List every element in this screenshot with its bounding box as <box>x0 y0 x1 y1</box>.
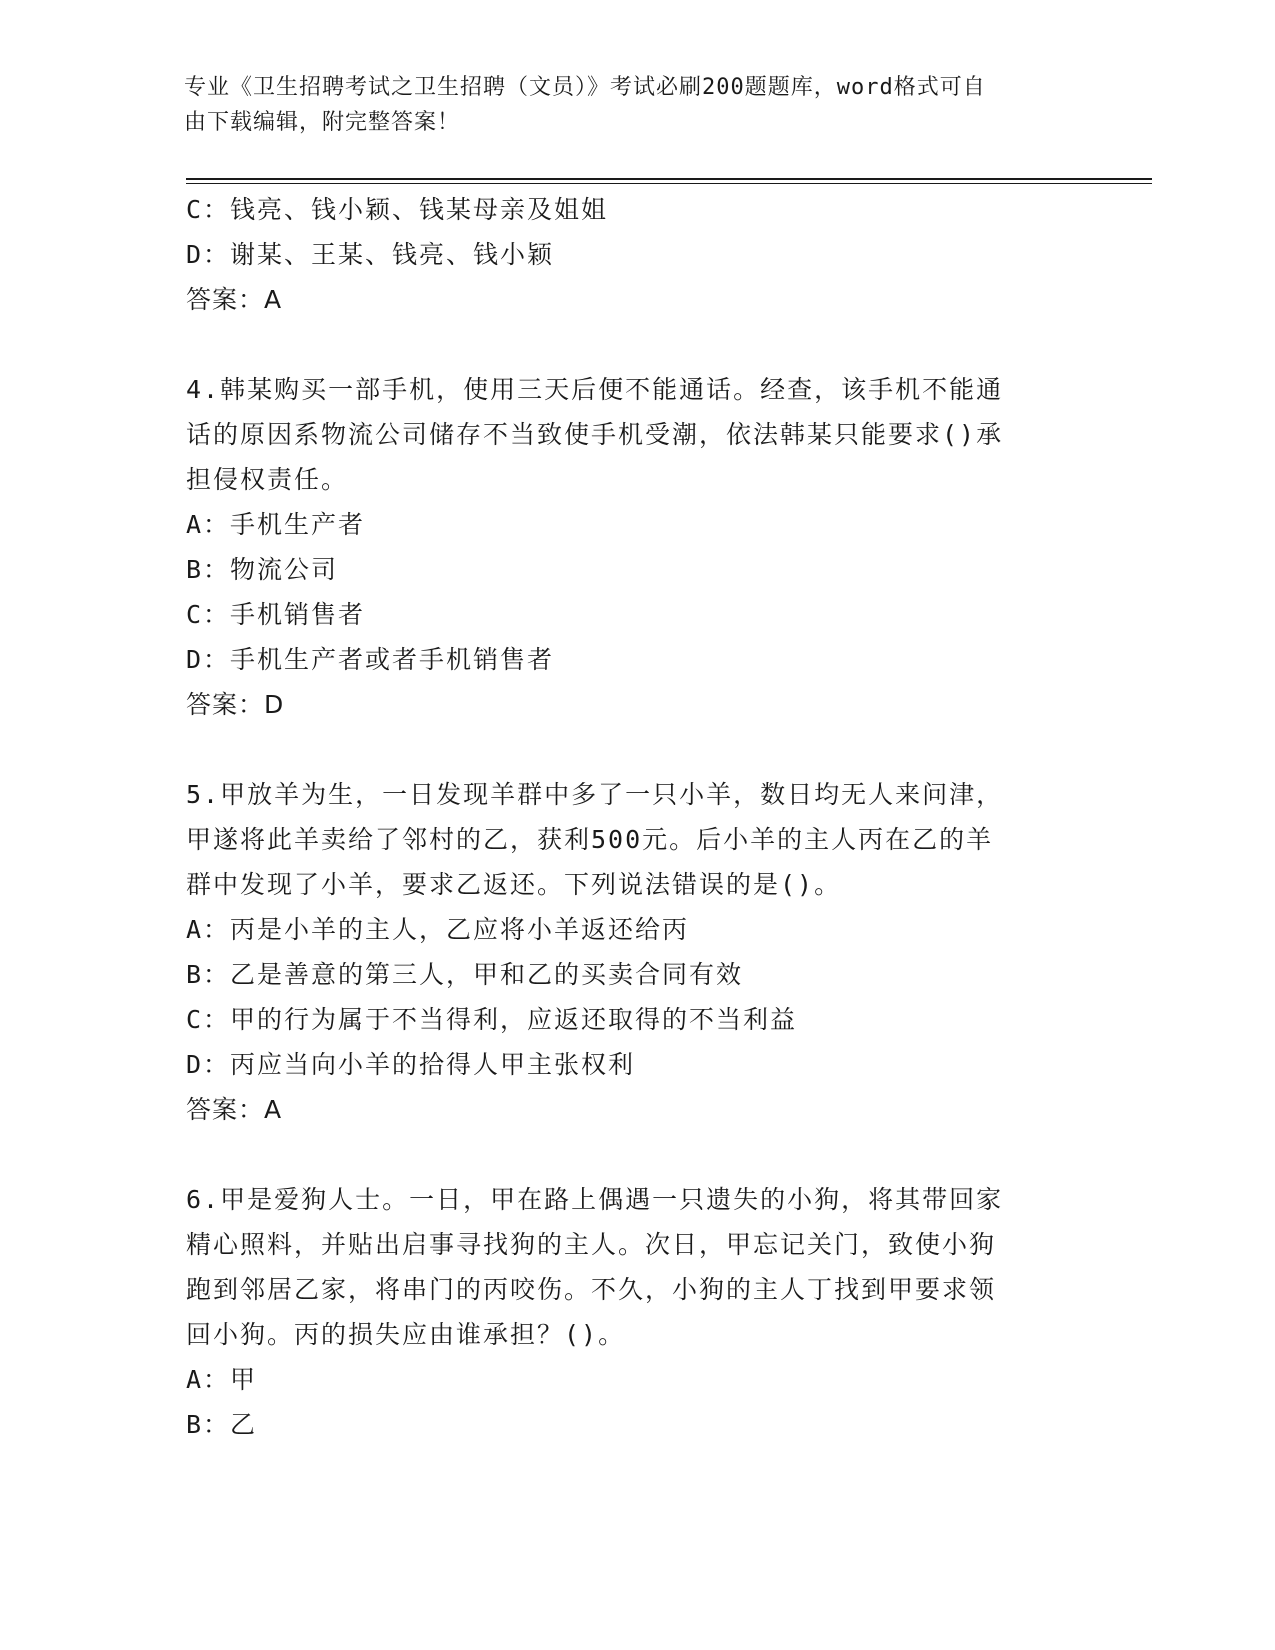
q4-option-d: D：手机生产者或者手机销售者 <box>186 645 555 674</box>
q5-option-d: D：丙应当向小羊的拾得人甲主张权利 <box>186 1050 636 1079</box>
question-6 <box>186 1177 1066 1447</box>
spacer <box>186 727 1066 772</box>
q3-option-d: D：谢某、王某、钱亮、钱小颖 <box>186 240 555 269</box>
q5-stem-line-3: 群中发现了小羊，要求乙返还。下列说法错误的是()。 <box>186 870 842 899</box>
question-3-continued <box>186 187 1066 322</box>
q5-stem-line-2: 甲遂将此羊卖给了邻村的乙，获利500元。后小羊的主人丙在乙的羊 <box>186 825 994 854</box>
q3-answer: 答案：A <box>186 285 283 314</box>
q6-stem-line-2: 精心照料，并贴出启事寻找狗的主人。次日，甲忘记关门，致使小狗 <box>186 1230 997 1259</box>
header-line-2: 由下载编辑，附完整答案！ <box>184 110 461 135</box>
spacer <box>186 322 1066 367</box>
q4-answer: 答案：D <box>186 690 285 719</box>
header-divider-thin <box>186 183 1152 184</box>
q4-option-a: A：手机生产者 <box>186 510 366 539</box>
q5-option-b: B：乙是善意的第三人，甲和乙的买卖合同有效 <box>186 960 744 989</box>
q5-answer: 答案：A <box>186 1095 283 1124</box>
q6-stem-line-3: 跑到邻居乙家，将串门的丙咬伤。不久，小狗的主人丁找到甲要求领 <box>186 1275 997 1304</box>
q4-option-b: B：物流公司 <box>186 555 339 584</box>
q4-stem-line-1: 4.韩某购买一部手机，使用三天后便不能通话。经查，该手机不能通 <box>186 375 1004 404</box>
question-5 <box>186 772 1066 1132</box>
q6-stem-line-4: 回小狗。丙的损失应由谁承担？()。 <box>186 1320 626 1349</box>
document-header <box>184 70 1064 140</box>
header-line-1: 专业《卫生招聘考试之卫生招聘（文员）》考试必刷200题题库，word格式可自 <box>184 75 986 100</box>
q5-option-c: C：甲的行为属于不当得利，应返还取得的不当利益 <box>186 1005 798 1034</box>
q6-option-a: A：甲 <box>186 1365 258 1394</box>
q6-stem-line-1: 6.甲是爱狗人士。一日，甲在路上偶遇一只遗失的小狗，将其带回家 <box>186 1185 1004 1214</box>
q4-stem-line-3: 担侵权责任。 <box>186 465 349 494</box>
q5-option-a: A：丙是小羊的主人，乙应将小羊返还给丙 <box>186 915 690 944</box>
spacer <box>186 1132 1066 1177</box>
q5-stem-line-1: 5.甲放羊为生，一日发现羊群中多了一只小羊，数日均无人来问津， <box>186 780 1004 809</box>
q4-option-c: C：手机销售者 <box>186 600 366 629</box>
q3-option-c: C：钱亮、钱小颖、钱某母亲及姐姐 <box>186 195 609 224</box>
q4-stem-line-2: 话的原因系物流公司储存不当致使手机受潮，依法韩某只能要求()承 <box>186 420 1004 449</box>
question-4 <box>186 367 1066 727</box>
document-body <box>186 187 1066 1447</box>
header-divider-thick <box>186 178 1152 180</box>
q6-option-b: B：乙 <box>186 1410 258 1439</box>
